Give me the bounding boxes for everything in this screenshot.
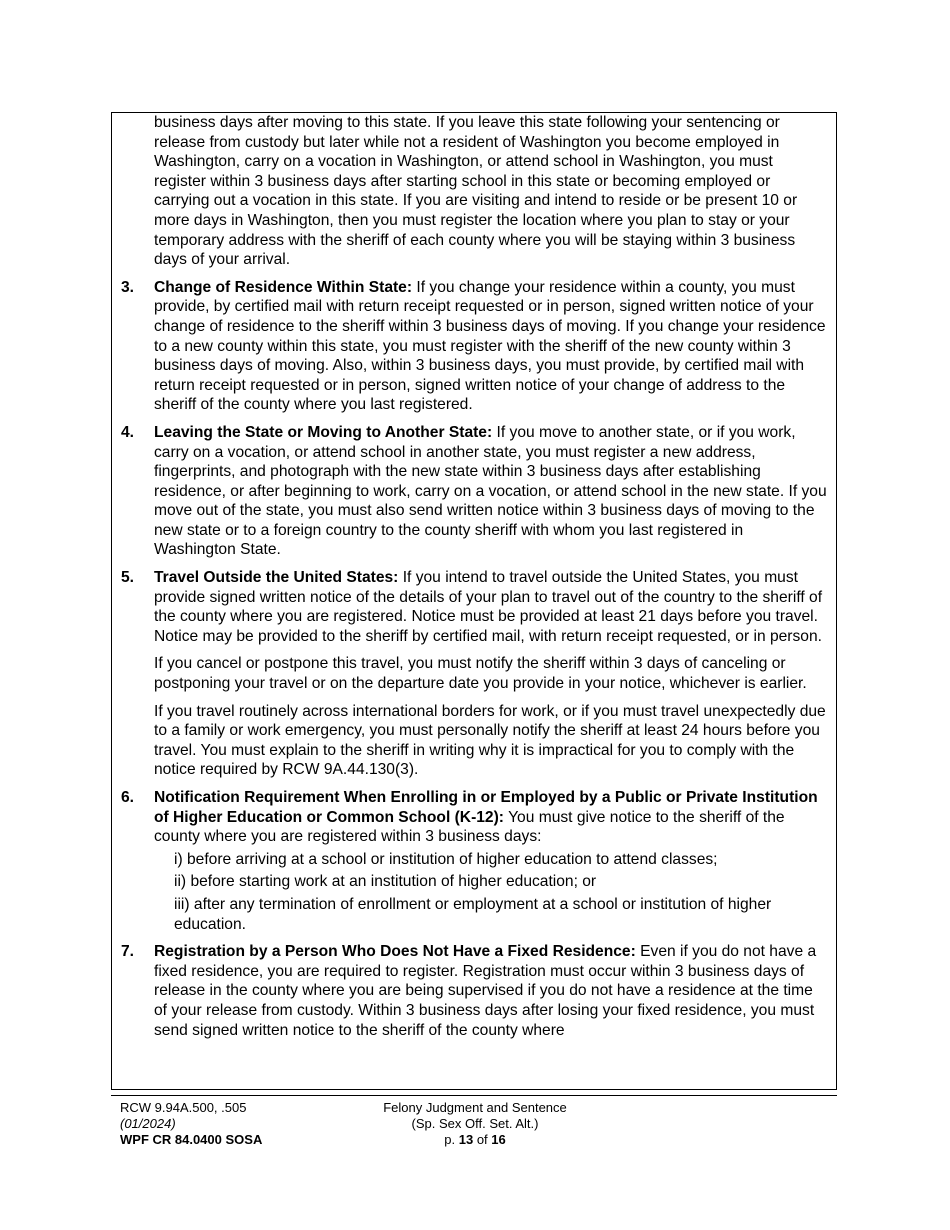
- page-current: 13: [458, 1132, 474, 1147]
- item-number: 4.: [121, 423, 135, 441]
- item-text: Even if you do not have a fixed residence, you are required to register. Registration must occur within 3 business days of release in the county where you are being supervised if you do not have a residence at the time of your release from custody. Within 3 business days after losing your fixed residence, you must send signed written notice to the sheriff of the county where: [154, 943, 817, 1039]
- item-subparagraph: If you cancel or postpone this travel, you must notify the sheriff within 3 days of canceling or postponing your travel or on the departure date you provide in your notice, whichever is earlier.: [154, 655, 807, 693]
- footer-rule: [111, 1095, 837, 1096]
- item-6: [121, 788, 828, 934]
- item-heading: Registration by a Person Who Does Not Have a Fixed Residence:: [154, 943, 636, 961]
- page-of: of: [476, 1132, 488, 1147]
- footer-form-number: WPF CR 84.0400 SOSA: [120, 1132, 263, 1147]
- item-heading: Change of Residence Within State:: [154, 278, 413, 296]
- footer-left: [120, 1100, 262, 1148]
- sub-item: ii) before starting work at an institution of higher education; or: [174, 873, 597, 891]
- sub-item: iii) after any termination of enrollment or employment at a school or institution of higher education.: [174, 895, 772, 933]
- item-number: 3.: [121, 278, 135, 296]
- item-text: If you intend to travel outside the United States, you must provide signed written notice of the details of your plan to travel out of the country to the sheriff of the county where you are registered. Notice must be provided at least 21 days before you travel. Notice may be provided to the sheriff by certified mail, with return receipt requested, or in person.: [154, 569, 823, 645]
- footer-rcw: RCW 9.94A.500, .505: [120, 1100, 247, 1115]
- item-heading: Leaving the State or Moving to Another State:: [154, 423, 493, 441]
- item-number: 5.: [121, 569, 135, 587]
- footer-date: (01/2024): [120, 1116, 176, 1131]
- item-number: 7.: [121, 943, 135, 961]
- sub-item: i) before arriving at a school or institution of higher education to attend classes;: [174, 850, 718, 868]
- item-3: [121, 278, 828, 415]
- continuation-paragraph: business days after moving to this state. If you leave this state following your sentencing or release from custody but later while not a resident of Washington you become employed in Washington, carry on a vocation in Washington, or attend school in Washington, you must register within 3 business days after starting school in this state or becoming employed or carrying out a vocation in this state. If you are visiting and intend to reside or be present 10 or more days in Washington, then you must register the location where you plan to stay or your temporary address with the sheriff of each county where you will be staying within 3 business days of your arrival.: [154, 114, 798, 269]
- item-5: [121, 568, 828, 780]
- item-text: If you change your residence within a county, you must provide, by certified mail with return receipt requested or in person, signed written notice of your change of residence to the sheriff within 3 business days of moving. If you change your residence to a new county within this state, you must register with the sheriff of the new county within 3 business days of moving. Also, within 3 business days, you must provide, by certified mail with return receipt requested or in person, signed written notice of your change of address to the sheriff of the county where you last registered.: [154, 278, 826, 414]
- page-number: [370, 1132, 580, 1148]
- item-subparagraph: If you travel routinely across international borders for work, or if you must travel unexpectedly due to a family or work emergency, you must personally notify the sheriff at least 24 hours before you travel. You must explain to the sheriff in writing why it is impractical for you to comply with the notice required by RCW 9A.44.130(3).: [154, 702, 826, 779]
- item-text: You must give notice to the sheriff of the county where you are registered within 3 business days:: [154, 808, 785, 846]
- footer-title: Felony Judgment and Sentence: [383, 1100, 567, 1115]
- item-heading: Travel Outside the United States:: [154, 569, 399, 587]
- item-text: If you move to another state, or if you work, carry on a vocation, or attend school in another state, you must register a new address, fingerprints, and photograph with the new state within 3 business days after establishing residence, or after beginning to work, carry on a vocation, or attend school in the new state. If you move out of the state, you must also send written notice within 3 business days of moving to the new state or to a foreign country to the county sheriff with whom you last registered in Washington State.: [154, 423, 827, 559]
- item-heading: Notification Requirement When Enrolling in or Employed by a Public or Private Institution of Higher Education or Common School (K-12):: [154, 789, 818, 826]
- footer-center: [370, 1100, 580, 1148]
- page-prefix: p.: [444, 1132, 456, 1147]
- item-number: 6.: [121, 789, 135, 806]
- document-body-frame: [111, 112, 837, 1090]
- footer-subtitle: (Sp. Sex Off. Set. Alt.): [411, 1116, 539, 1131]
- page-total: 16: [491, 1132, 506, 1147]
- item-7: [121, 942, 828, 1040]
- item-4: [121, 423, 828, 560]
